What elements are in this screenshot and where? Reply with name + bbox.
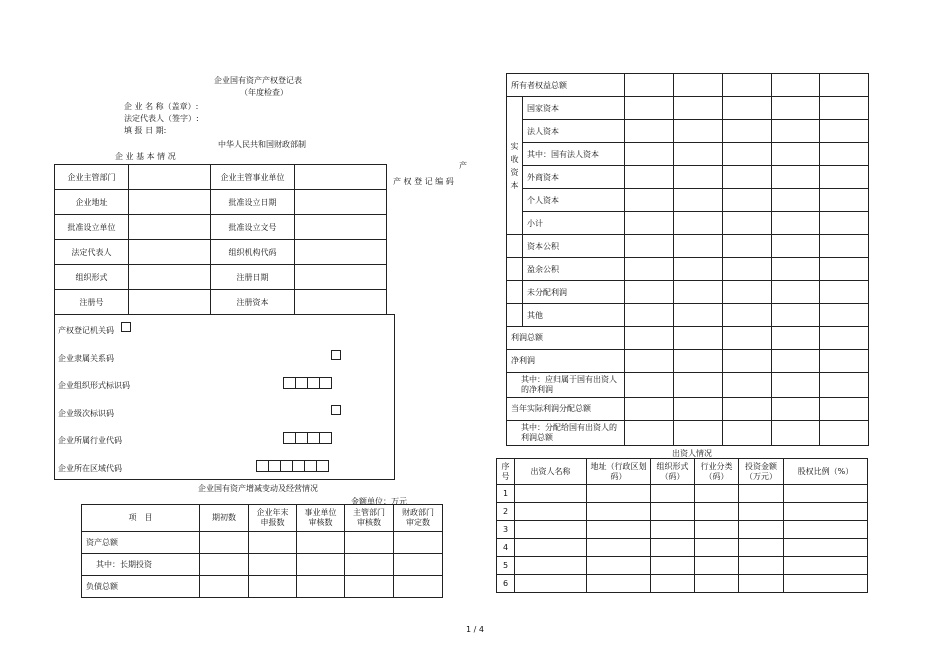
investor-value-cell[interactable]: [515, 503, 587, 521]
change-value-cell[interactable]: [297, 576, 345, 598]
investor-section-title: 出资人情况: [672, 449, 712, 458]
change-value-cell[interactable]: [345, 532, 394, 554]
change-value-cell[interactable]: [249, 576, 297, 598]
equity-value-cell[interactable]: [625, 212, 674, 235]
equity-value-cell[interactable]: [772, 120, 820, 143]
change-value-cell[interactable]: [297, 532, 345, 554]
investor-value-cell[interactable]: [695, 539, 739, 557]
investor-value-cell[interactable]: [651, 521, 695, 539]
change-value-cell[interactable]: [345, 576, 394, 598]
investor-value-cell[interactable]: [587, 539, 651, 557]
change-value-cell[interactable]: [200, 554, 249, 576]
investor-value-cell[interactable]: [651, 539, 695, 557]
investor-value-cell[interactable]: [784, 557, 868, 575]
equity-label: 盈余公积: [523, 258, 625, 281]
basic-row: [55, 165, 387, 190]
page-title: 企业国有资产产权登记表: [214, 76, 302, 85]
equity-value-cell[interactable]: [772, 235, 820, 258]
equity-value-cell[interactable]: [625, 281, 674, 304]
change-value-cell[interactable]: [394, 576, 443, 598]
reg-code-char: 产: [459, 161, 467, 170]
equity-value-cell[interactable]: [772, 373, 820, 398]
change-header: 事业单位审核数: [297, 505, 345, 532]
investor-value-cell[interactable]: [739, 503, 784, 521]
equity-label: 其中：应归属于国有出资人的净利润: [507, 373, 625, 398]
equity-value-cell[interactable]: [820, 189, 869, 212]
investor-row: [497, 557, 868, 575]
equity-value-cell[interactable]: [723, 281, 772, 304]
equity-value-cell[interactable]: [674, 281, 723, 304]
equity-value-cell[interactable]: [820, 398, 869, 421]
equity-label: 未分配利润: [523, 281, 625, 304]
equity-label: 国家资本: [523, 97, 625, 120]
investor-row: [497, 485, 868, 503]
change-value-cell[interactable]: [394, 532, 443, 554]
investor-header: 序号: [497, 459, 515, 485]
change-row: [82, 576, 443, 598]
basic-row: [55, 290, 387, 315]
equity-value-cell[interactable]: [674, 97, 723, 120]
basic-value-cell[interactable]: [129, 190, 211, 215]
basic-label: 批准设立日期: [211, 190, 295, 215]
code-digit-box[interactable]: [316, 460, 329, 472]
equity-value-cell[interactable]: [820, 212, 869, 235]
equity-row: [507, 166, 869, 189]
equity-value-cell[interactable]: [625, 350, 674, 373]
equity-label: 其他: [523, 304, 625, 327]
equity-value-cell[interactable]: [674, 304, 723, 327]
equity-value-cell[interactable]: [820, 421, 869, 446]
investor-row: [497, 539, 868, 557]
equity-value-cell[interactable]: [674, 189, 723, 212]
basic-label: 注册资本: [211, 290, 295, 315]
equity-value-cell[interactable]: [625, 189, 674, 212]
basic-value-cell[interactable]: [129, 265, 211, 290]
equity-value-cell[interactable]: [625, 327, 674, 350]
code-label: 企业所在区域代码: [58, 463, 122, 473]
change-row-label: 资产总额: [82, 532, 200, 554]
change-value-cell[interactable]: [249, 532, 297, 554]
equity-value-cell[interactable]: [674, 143, 723, 166]
basic-label: 法定代表人: [55, 240, 129, 265]
equity-value-cell[interactable]: [674, 74, 723, 97]
investor-header: 组织形式（码）: [651, 459, 695, 485]
equity-value-cell[interactable]: [772, 97, 820, 120]
investor-row-number: 2: [497, 503, 515, 521]
equity-value-cell[interactable]: [820, 120, 869, 143]
basic-value-cell[interactable]: [295, 290, 387, 315]
equity-value-cell[interactable]: [674, 258, 723, 281]
code-digit-box[interactable]: [121, 322, 131, 332]
basic-label: 企业地址: [55, 190, 129, 215]
investor-row-number: 1: [497, 485, 515, 503]
equity-value-cell[interactable]: [723, 97, 772, 120]
code-boxes: [256, 460, 329, 472]
investor-value-cell[interactable]: [739, 521, 784, 539]
equity-value-cell[interactable]: [723, 398, 772, 421]
equity-value-cell[interactable]: [723, 258, 772, 281]
basic-value-cell[interactable]: [295, 265, 387, 290]
basic-label: 企业主管部门: [55, 165, 129, 190]
basic-value-cell[interactable]: [295, 165, 387, 190]
equity-value-cell[interactable]: [723, 373, 772, 398]
code-boxes: [283, 377, 332, 389]
investor-header: 股权比例（%）: [784, 459, 868, 485]
equity-value-cell[interactable]: [820, 350, 869, 373]
reg-code-label: 产 权 登 记 编 码: [393, 177, 454, 186]
equity-value-cell[interactable]: [625, 166, 674, 189]
investor-value-cell[interactable]: [739, 539, 784, 557]
equity-row: [507, 373, 869, 398]
basic-section-label: 企 业 基 本 情 况: [115, 152, 176, 161]
equity-value-cell[interactable]: [625, 304, 674, 327]
investor-value-cell[interactable]: [739, 485, 784, 503]
equity-label: 其中：国有法人资本: [523, 143, 625, 166]
equity-row: [507, 398, 869, 421]
equity-value-cell[interactable]: [772, 143, 820, 166]
basic-value-cell[interactable]: [129, 290, 211, 315]
equity-label: 其中：分配给国有出资人的利润总额: [507, 421, 625, 446]
equity-row: [507, 281, 869, 304]
change-value-cell[interactable]: [345, 554, 394, 576]
equity-value-cell[interactable]: [625, 398, 674, 421]
equity-table: [506, 73, 869, 446]
investor-value-cell[interactable]: [695, 503, 739, 521]
investor-row: [497, 503, 868, 521]
change-row-label: 其中：长期投资: [82, 554, 200, 576]
investor-value-cell[interactable]: [515, 575, 587, 593]
basic-row: [55, 265, 387, 290]
investor-header-row: [497, 459, 868, 485]
equity-value-cell[interactable]: [625, 258, 674, 281]
investor-value-cell[interactable]: [784, 575, 868, 593]
investor-value-cell[interactable]: [739, 575, 784, 593]
equity-row: [507, 120, 869, 143]
equity-value-cell[interactable]: [723, 120, 772, 143]
investor-value-cell[interactable]: [695, 557, 739, 575]
code-label: 企业所属行业代码: [58, 436, 122, 445]
equity-value-cell[interactable]: [723, 74, 772, 97]
basic-label: 注册日期: [211, 265, 295, 290]
equity-value-cell[interactable]: [772, 350, 820, 373]
investor-header: 行业分类（码）: [695, 459, 739, 485]
basic-row: [55, 215, 387, 240]
basic-label: 批准设立单位: [55, 215, 129, 240]
equity-value-cell[interactable]: [772, 258, 820, 281]
basic-label: 企业主管事业单位: [211, 165, 295, 190]
code-label: 企业组织形式标识码: [58, 381, 130, 390]
change-value-cell[interactable]: [249, 554, 297, 576]
basic-label: 批准设立文号: [211, 215, 295, 240]
investor-value-cell[interactable]: [515, 521, 587, 539]
investor-value-cell[interactable]: [695, 521, 739, 539]
field-enterprise-name: 企 业 名 称（盖章）:: [124, 102, 199, 111]
basic-info-table: [54, 164, 387, 315]
equity-label: 个人资本: [523, 189, 625, 212]
equity-row: [507, 97, 869, 120]
basic-value-cell[interactable]: [295, 215, 387, 240]
change-row-label: 负债总额: [82, 576, 200, 598]
equity-value-cell[interactable]: [772, 212, 820, 235]
equity-value-cell[interactable]: [772, 304, 820, 327]
equity-value-cell[interactable]: [723, 350, 772, 373]
equity-value-cell[interactable]: [772, 398, 820, 421]
change-header: 主管部门审核数: [345, 505, 394, 532]
code-digit-box[interactable]: [331, 350, 341, 360]
equity-value-cell[interactable]: [723, 166, 772, 189]
equity-value-cell[interactable]: [723, 143, 772, 166]
equity-blank-cell: [507, 304, 523, 327]
equity-label: 资本公积: [523, 235, 625, 258]
investor-row: [497, 575, 868, 593]
equity-row: [507, 258, 869, 281]
equity-row: [507, 189, 869, 212]
equity-label: 净利润: [507, 350, 625, 373]
change-value-cell[interactable]: [200, 532, 249, 554]
investor-value-cell[interactable]: [515, 539, 587, 557]
basic-value-cell[interactable]: [129, 215, 211, 240]
equity-value-cell[interactable]: [820, 74, 869, 97]
equity-value-cell[interactable]: [820, 304, 869, 327]
equity-label: 当年实际利润分配总额: [507, 398, 625, 421]
change-header: 项 目: [82, 505, 200, 532]
equity-row: [507, 235, 869, 258]
change-header: 财政部门审定数: [394, 505, 443, 532]
equity-value-cell[interactable]: [820, 97, 869, 120]
basic-row: [55, 240, 387, 265]
investor-value-cell[interactable]: [651, 557, 695, 575]
equity-blank-cell: [507, 281, 523, 304]
investor-value-cell[interactable]: [587, 575, 651, 593]
investor-row-number: 4: [497, 539, 515, 557]
equity-value-cell[interactable]: [723, 304, 772, 327]
investor-table: [496, 458, 868, 593]
basic-label: 组织形式: [55, 265, 129, 290]
basic-label: 注册号: [55, 290, 129, 315]
investor-value-cell[interactable]: [515, 557, 587, 575]
investor-value-cell[interactable]: [739, 557, 784, 575]
investor-row-number: 5: [497, 557, 515, 575]
amount-unit: 金额单位：万元: [351, 497, 407, 506]
equity-value-cell[interactable]: [772, 189, 820, 212]
equity-value-cell[interactable]: [625, 235, 674, 258]
change-header: 期初数: [200, 505, 249, 532]
equity-blank-cell: [507, 258, 523, 281]
equity-value-cell[interactable]: [723, 235, 772, 258]
investor-value-cell[interactable]: [784, 521, 868, 539]
equity-value-cell[interactable]: [820, 258, 869, 281]
investor-row: [497, 521, 868, 539]
basic-label: 组织机构代码: [211, 240, 295, 265]
investor-value-cell[interactable]: [587, 557, 651, 575]
change-header: 企业年末申报数: [249, 505, 297, 532]
basic-value-cell[interactable]: [129, 165, 211, 190]
equity-value-cell[interactable]: [820, 327, 869, 350]
equity-value-cell[interactable]: [820, 373, 869, 398]
field-legal-rep: 法定代表人（签字）:: [124, 114, 199, 123]
investor-value-cell[interactable]: [515, 485, 587, 503]
investor-value-cell[interactable]: [651, 575, 695, 593]
change-row: [82, 532, 443, 554]
investor-value-cell[interactable]: [651, 503, 695, 521]
investor-value-cell[interactable]: [784, 503, 868, 521]
equity-value-cell[interactable]: [674, 398, 723, 421]
code-label: 企业隶属关系码: [58, 353, 114, 363]
paid-capital-label: 实收资本: [507, 97, 523, 235]
investor-value-cell[interactable]: [587, 521, 651, 539]
basic-value-cell[interactable]: [295, 240, 387, 265]
equity-value-cell[interactable]: [674, 421, 723, 446]
change-section-title: 企业国有资产增减变动及经营情况: [198, 484, 318, 493]
code-boxes: [331, 405, 341, 415]
change-header-row: [82, 505, 443, 532]
change-value-cell[interactable]: [297, 554, 345, 576]
field-fill-date: 填 报 日 期:: [124, 126, 167, 135]
investor-value-cell[interactable]: [695, 485, 739, 503]
equity-label: 利润总额: [507, 327, 625, 350]
equity-value-cell[interactable]: [674, 235, 723, 258]
investor-value-cell[interactable]: [695, 575, 739, 593]
code-digit-box[interactable]: [319, 377, 332, 389]
equity-value-cell[interactable]: [723, 421, 772, 446]
basic-value-cell[interactable]: [129, 240, 211, 265]
equity-row: [507, 327, 869, 350]
equity-row: [507, 143, 869, 166]
code-digit-box[interactable]: [331, 405, 341, 415]
equity-value-cell[interactable]: [772, 281, 820, 304]
equity-value-cell[interactable]: [772, 421, 820, 446]
code-label: 企业级次标识码: [58, 408, 114, 418]
equity-value-cell[interactable]: [674, 373, 723, 398]
equity-value-cell[interactable]: [674, 327, 723, 350]
page-number: 1 / 4: [466, 625, 484, 634]
investor-value-cell[interactable]: [587, 485, 651, 503]
equity-value-cell[interactable]: [772, 327, 820, 350]
basic-value-cell[interactable]: [295, 190, 387, 215]
investor-header: 投资金额（万元）: [739, 459, 784, 485]
investor-header: 出资人名称: [515, 459, 587, 485]
change-row: [82, 554, 443, 576]
code-boxes: [331, 350, 341, 360]
equity-label: 法人资本: [523, 120, 625, 143]
code-digit-box[interactable]: [319, 432, 332, 444]
equity-value-cell[interactable]: [625, 373, 674, 398]
investor-value-cell[interactable]: [651, 485, 695, 503]
equity-value-cell[interactable]: [674, 350, 723, 373]
equity-label: 所有者权益总额: [507, 74, 625, 97]
equity-value-cell[interactable]: [674, 212, 723, 235]
equity-row: [507, 74, 869, 97]
issuer: 中华人民共和国财政部制: [218, 140, 306, 149]
equity-value-cell[interactable]: [723, 212, 772, 235]
code-label: 产权登记机关码: [58, 326, 114, 335]
equity-value-cell[interactable]: [772, 166, 820, 189]
code-boxes: [283, 432, 332, 444]
equity-row: [507, 212, 869, 235]
equity-value-cell[interactable]: [820, 166, 869, 189]
equity-blank-cell: [507, 235, 523, 258]
basic-row: [55, 190, 387, 215]
investor-value-cell[interactable]: [587, 503, 651, 521]
equity-value-cell[interactable]: [723, 189, 772, 212]
equity-value-cell[interactable]: [772, 74, 820, 97]
code-boxes: [121, 322, 131, 332]
equity-row: [507, 304, 869, 327]
page-subtitle: （年度检查）: [240, 88, 288, 97]
equity-value-cell[interactable]: [625, 143, 674, 166]
equity-value-cell[interactable]: [820, 281, 869, 304]
change-value-cell[interactable]: [394, 554, 443, 576]
equity-label: 外商资本: [523, 166, 625, 189]
code-section: [54, 314, 395, 480]
equity-value-cell[interactable]: [674, 166, 723, 189]
investor-row-number: 6: [497, 575, 515, 593]
equity-value-cell[interactable]: [820, 235, 869, 258]
change-value-cell[interactable]: [200, 576, 249, 598]
change-table: [81, 504, 443, 598]
equity-value-cell[interactable]: [625, 74, 674, 97]
investor-value-cell[interactable]: [784, 539, 868, 557]
equity-row: [507, 421, 869, 446]
investor-header: 地址（行政区划码）: [587, 459, 651, 485]
equity-value-cell[interactable]: [820, 143, 869, 166]
investor-value-cell[interactable]: [784, 485, 868, 503]
equity-value-cell[interactable]: [723, 327, 772, 350]
equity-value-cell[interactable]: [674, 120, 723, 143]
equity-label: 小计: [523, 212, 625, 235]
equity-value-cell[interactable]: [625, 120, 674, 143]
equity-row: [507, 350, 869, 373]
equity-value-cell[interactable]: [625, 97, 674, 120]
investor-row-number: 3: [497, 521, 515, 539]
equity-value-cell[interactable]: [625, 421, 674, 446]
